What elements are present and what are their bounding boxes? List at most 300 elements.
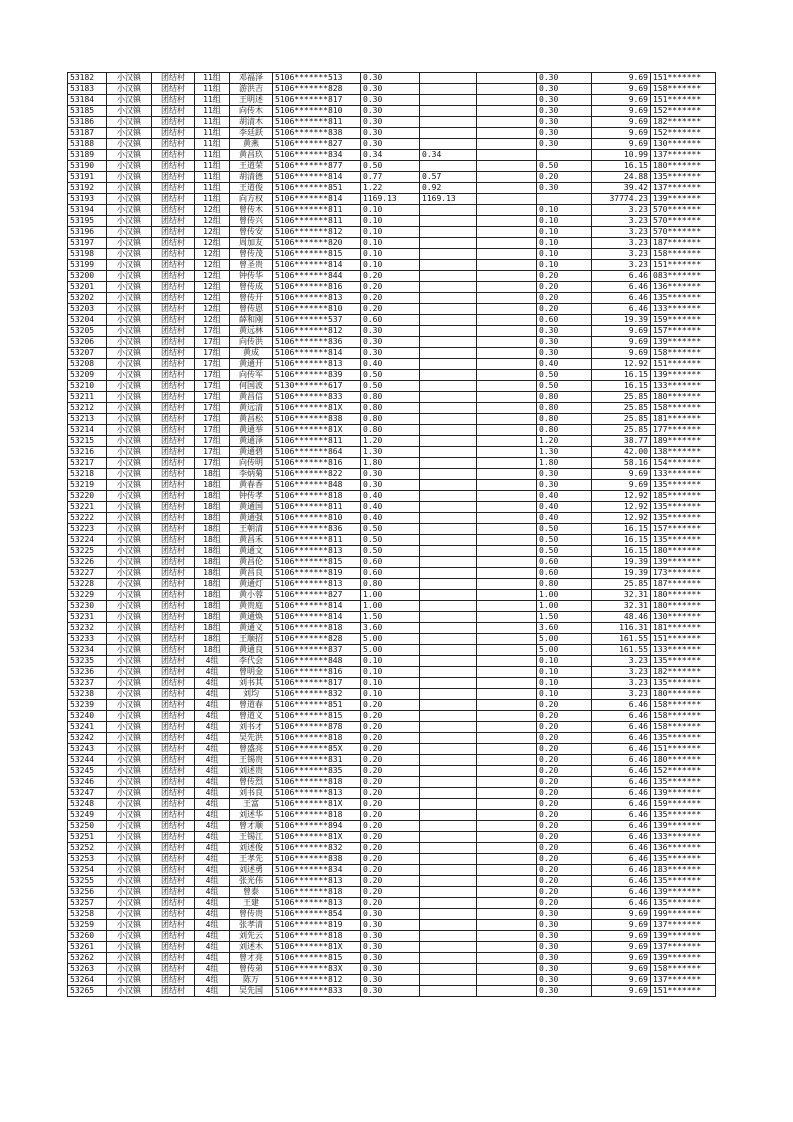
table-cell: 小汉镇 (107, 535, 152, 546)
table-cell: 53242 (68, 733, 107, 744)
table-cell: 曾才顺 (230, 821, 273, 832)
table-cell: 曾传烈 (230, 777, 273, 788)
table-cell: 53199 (68, 260, 107, 271)
table-cell: 0.20 (361, 887, 420, 898)
table-cell: 17组 (195, 458, 230, 469)
table-cell: 53257 (68, 898, 107, 909)
table-cell: 团结村 (152, 216, 195, 227)
table-cell: 5106*******834 (273, 865, 361, 876)
table-cell: 12组 (195, 216, 230, 227)
table-cell: 3.23 (592, 249, 651, 260)
table-cell: 42.00 (592, 447, 651, 458)
table-cell: 团结村 (152, 810, 195, 821)
table-cell: 53189 (68, 150, 107, 161)
table-cell: 0.30 (537, 73, 592, 84)
table-cell: 曾传弟 (230, 964, 273, 975)
table-cell: 小汉镇 (107, 722, 152, 733)
table-cell: 53264 (68, 975, 107, 986)
table-cell: 0.10 (361, 216, 420, 227)
table-cell: 小汉镇 (107, 612, 152, 623)
table-cell: 吴先洪 (230, 733, 273, 744)
table-cell: 小汉镇 (107, 634, 152, 645)
table-cell: 小汉镇 (107, 865, 152, 876)
table-cell: 小汉镇 (107, 326, 152, 337)
table-cell: 5106*******812 (273, 975, 361, 986)
table-cell: 小汉镇 (107, 964, 152, 975)
table-cell: 116.31 (592, 623, 651, 634)
table-cell: 曾道义 (230, 711, 273, 722)
table-cell: 李廷跃 (230, 128, 273, 139)
table-cell (420, 293, 477, 304)
table-cell: 53211 (68, 392, 107, 403)
table-cell: 4组 (195, 964, 230, 975)
table-cell: 0.20 (537, 843, 592, 854)
table-cell: 向传洪 (230, 337, 273, 348)
table-cell: 53252 (68, 843, 107, 854)
table-cell: 11组 (195, 128, 230, 139)
table-cell: 5106*******81X (273, 942, 361, 953)
table-cell (420, 590, 477, 601)
table-cell: 157******* (651, 524, 716, 535)
table-cell: 0.10 (361, 667, 420, 678)
table-cell: 9.69 (592, 348, 651, 359)
table-cell: 小汉镇 (107, 128, 152, 139)
table-cell: 0.34 (420, 150, 477, 161)
table-row (68, 172, 716, 183)
table-cell: 团结村 (152, 678, 195, 689)
table-cell: 5106*******819 (273, 920, 361, 931)
table-row (68, 722, 716, 733)
table-cell: 18组 (195, 535, 230, 546)
table-cell (477, 161, 537, 172)
table-row (68, 227, 716, 238)
table-cell (420, 931, 477, 942)
table-cell: 团结村 (152, 623, 195, 634)
table-cell: 18组 (195, 590, 230, 601)
table-cell: 0.20 (361, 700, 420, 711)
table-cell: 53214 (68, 425, 107, 436)
table-cell: 5106*******814 (273, 260, 361, 271)
table-cell: 154******* (651, 458, 716, 469)
table-cell: 小汉镇 (107, 799, 152, 810)
table-cell: 0.30 (537, 480, 592, 491)
table-cell: 小汉镇 (107, 73, 152, 84)
table-cell: 团结村 (152, 953, 195, 964)
table-cell (477, 931, 537, 942)
table-cell (537, 194, 592, 205)
table-cell: 黄昌玖 (230, 150, 273, 161)
table-cell: 0.40 (361, 502, 420, 513)
table-cell: 小汉镇 (107, 458, 152, 469)
table-cell: 0.30 (361, 942, 420, 953)
table-cell: 王道荣 (230, 161, 273, 172)
table-cell: 9.69 (592, 117, 651, 128)
table-cell: 9.69 (592, 480, 651, 491)
table-cell (420, 832, 477, 843)
table-cell: 小汉镇 (107, 238, 152, 249)
table-cell: 黄远清 (230, 403, 273, 414)
table-cell (420, 975, 477, 986)
table-cell: 黄昌良 (230, 568, 273, 579)
table-cell: 0.20 (361, 711, 420, 722)
table-row (68, 755, 716, 766)
table-cell: 137******* (651, 942, 716, 953)
table-cell: 0.30 (537, 942, 592, 953)
table-row (68, 84, 716, 95)
table-cell: 159******* (651, 315, 716, 326)
table-cell: 0.10 (361, 238, 420, 249)
table-cell: 小汉镇 (107, 887, 152, 898)
table-cell: 0.30 (537, 337, 592, 348)
table-cell: 小汉镇 (107, 942, 152, 953)
table-cell (477, 601, 537, 612)
table-cell: 139******* (651, 788, 716, 799)
table-cell: 钟传华 (230, 271, 273, 282)
table-cell: 小汉镇 (107, 755, 152, 766)
table-cell: 小汉镇 (107, 700, 152, 711)
table-cell: 0.30 (537, 128, 592, 139)
table-cell (477, 799, 537, 810)
table-cell: 19.39 (592, 315, 651, 326)
table-cell: 0.80 (361, 579, 420, 590)
table-cell: 6.46 (592, 733, 651, 744)
table-cell: 小汉镇 (107, 216, 152, 227)
table-cell (477, 645, 537, 656)
table-cell: 11组 (195, 194, 230, 205)
table-cell: 53215 (68, 436, 107, 447)
table-cell (477, 898, 537, 909)
table-row (68, 854, 716, 865)
table-cell: 小汉镇 (107, 953, 152, 964)
table-cell: 曾圣贵 (230, 260, 273, 271)
table-cell: 5106*******818 (273, 810, 361, 821)
table-cell: 0.80 (361, 392, 420, 403)
table-cell: 133******* (651, 832, 716, 843)
table-cell: 0.20 (361, 876, 420, 887)
table-cell (477, 414, 537, 425)
table-cell: 0.20 (537, 832, 592, 843)
table-cell (477, 84, 537, 95)
table-cell: 53256 (68, 887, 107, 898)
table-cell: 17组 (195, 403, 230, 414)
table-cell: 曾传开 (230, 293, 273, 304)
table-cell (477, 953, 537, 964)
table-cell: 小汉镇 (107, 436, 152, 447)
table-cell: 团结村 (152, 909, 195, 920)
table-cell: 团结村 (152, 755, 195, 766)
table-cell: 团结村 (152, 315, 195, 326)
table-cell: 157******* (651, 326, 716, 337)
table-cell: 小汉镇 (107, 898, 152, 909)
table-cell (420, 733, 477, 744)
table-row (68, 821, 716, 832)
table-cell: 团结村 (152, 942, 195, 953)
table-cell (477, 183, 537, 194)
table-cell: 1.00 (537, 590, 592, 601)
table-cell (420, 755, 477, 766)
table-cell: 180******* (651, 546, 716, 557)
table-row (68, 898, 716, 909)
table-cell: 1169.13 (420, 194, 477, 205)
table-cell: 小汉镇 (107, 172, 152, 183)
table-cell: 53229 (68, 590, 107, 601)
table-cell: 王朝清 (230, 524, 273, 535)
table-cell (420, 898, 477, 909)
table-cell: 135******* (651, 810, 716, 821)
table-row (68, 326, 716, 337)
table-cell (477, 260, 537, 271)
table-cell: 0.20 (361, 733, 420, 744)
table-cell: 0.20 (537, 271, 592, 282)
table-cell (420, 524, 477, 535)
table-row (68, 513, 716, 524)
table-cell: 12.92 (592, 491, 651, 502)
table-row (68, 106, 716, 117)
table-cell: 黄通焕 (230, 612, 273, 623)
table-cell (420, 348, 477, 359)
table-row (68, 150, 716, 161)
table-cell: 1169.13 (361, 194, 420, 205)
table-cell: 0.20 (537, 865, 592, 876)
table-cell: 团结村 (152, 480, 195, 491)
table-cell: 6.46 (592, 766, 651, 777)
table-cell: 黄通灯 (230, 579, 273, 590)
table-cell: 0.50 (537, 535, 592, 546)
table-cell (420, 161, 477, 172)
table-cell (477, 172, 537, 183)
table-cell: 11组 (195, 84, 230, 95)
table-cell: 158******* (651, 84, 716, 95)
table-cell (477, 942, 537, 953)
table-cell: 18组 (195, 513, 230, 524)
table-cell: 3.23 (592, 689, 651, 700)
table-cell: 161.55 (592, 634, 651, 645)
table-cell (477, 788, 537, 799)
table-cell (477, 524, 537, 535)
table-cell: 0.40 (537, 513, 592, 524)
table-cell: 58.16 (592, 458, 651, 469)
table-cell: 5.00 (361, 634, 420, 645)
data-table (67, 72, 716, 997)
table-cell: 3.23 (592, 656, 651, 667)
table-cell: 曾盛亮 (230, 744, 273, 755)
table-cell: 王富 (230, 799, 273, 810)
table-cell: 团结村 (152, 359, 195, 370)
table-cell: 5106*******818 (273, 777, 361, 788)
table-cell: 139******* (651, 557, 716, 568)
table-cell: 53262 (68, 953, 107, 964)
table-cell: 16.15 (592, 524, 651, 535)
table-row (68, 381, 716, 392)
table-cell: 53237 (68, 678, 107, 689)
table-cell (477, 392, 537, 403)
table-cell: 张光伟 (230, 876, 273, 887)
table-cell: 139******* (651, 887, 716, 898)
table-cell: 黄通义 (230, 623, 273, 634)
table-cell: 黄通开 (230, 359, 273, 370)
table-cell (420, 634, 477, 645)
table-cell: 1.00 (361, 601, 420, 612)
table-row (68, 986, 716, 997)
table-cell: 小汉镇 (107, 788, 152, 799)
table-cell: 钟传孝 (230, 491, 273, 502)
table-cell: 53187 (68, 128, 107, 139)
table-cell (420, 95, 477, 106)
table-cell: 5106*******877 (273, 161, 361, 172)
table-cell: 黄小蓉 (230, 590, 273, 601)
table-cell: 135******* (651, 293, 716, 304)
table-cell: 53218 (68, 469, 107, 480)
table-cell (477, 722, 537, 733)
table-cell: 0.30 (361, 139, 420, 150)
table-cell: 6.46 (592, 744, 651, 755)
table-cell: 180******* (651, 601, 716, 612)
table-cell: 0.20 (537, 766, 592, 777)
table-cell: 0.30 (361, 920, 420, 931)
table-cell: 137******* (651, 975, 716, 986)
table-cell: 0.50 (361, 161, 420, 172)
table-cell: 曾传木 (230, 205, 273, 216)
table-row (68, 194, 716, 205)
table-cell (420, 381, 477, 392)
table-cell (420, 128, 477, 139)
table-cell (477, 304, 537, 315)
table-row (68, 414, 716, 425)
table-cell: 12组 (195, 260, 230, 271)
table-cell: 16.15 (592, 381, 651, 392)
table-cell: 4组 (195, 799, 230, 810)
table-cell: 小汉镇 (107, 205, 152, 216)
table-cell: 5106*******810 (273, 304, 361, 315)
table-cell: 小汉镇 (107, 711, 152, 722)
table-cell: 9.69 (592, 106, 651, 117)
table-cell (477, 271, 537, 282)
table-cell (420, 909, 477, 920)
table-cell: 53246 (68, 777, 107, 788)
table-cell: 5106*******827 (273, 590, 361, 601)
table-cell: 5106*******835 (273, 766, 361, 777)
table-cell: 0.10 (361, 656, 420, 667)
table-cell: 137******* (651, 150, 716, 161)
table-cell: 139******* (651, 194, 716, 205)
table-row (68, 953, 716, 964)
table-cell: 刘均 (230, 689, 273, 700)
table-cell: 0.20 (537, 755, 592, 766)
table-cell: 9.69 (592, 469, 651, 480)
table-cell (420, 645, 477, 656)
table-cell (420, 920, 477, 931)
table-cell: 小汉镇 (107, 568, 152, 579)
table-cell: 小汉镇 (107, 524, 152, 535)
table-cell: 团结村 (152, 205, 195, 216)
table-cell: 小汉镇 (107, 557, 152, 568)
table-cell: 小汉镇 (107, 194, 152, 205)
table-cell: 5106*******537 (273, 315, 361, 326)
table-cell (477, 436, 537, 447)
table-cell: 11组 (195, 117, 230, 128)
table-cell: 团结村 (152, 854, 195, 865)
table-cell: 5106*******833 (273, 392, 361, 403)
table-cell: 团结村 (152, 469, 195, 480)
table-cell: 5106*******816 (273, 282, 361, 293)
table-cell: 0.20 (361, 799, 420, 810)
table-cell: 小汉镇 (107, 931, 152, 942)
table-cell (420, 766, 477, 777)
table-cell (420, 337, 477, 348)
table-cell: 0.80 (537, 414, 592, 425)
table-cell: 0.50 (537, 381, 592, 392)
table-cell: 小汉镇 (107, 337, 152, 348)
table-cell: 团结村 (152, 700, 195, 711)
table-cell: 18组 (195, 645, 230, 656)
table-cell (420, 810, 477, 821)
table-cell: 53263 (68, 964, 107, 975)
table-cell (477, 293, 537, 304)
table-cell: 5106*******878 (273, 722, 361, 733)
table-cell: 0.30 (537, 84, 592, 95)
table-cell: 53253 (68, 854, 107, 865)
table-cell: 135******* (651, 678, 716, 689)
table-cell: 139******* (651, 931, 716, 942)
table-cell: 0.20 (361, 788, 420, 799)
table-cell: 曾才亮 (230, 953, 273, 964)
table-cell: 0.30 (361, 117, 420, 128)
table-row (68, 612, 716, 623)
table-cell: 5106*******811 (273, 436, 361, 447)
table-cell: 1.20 (361, 436, 420, 447)
table-cell (477, 865, 537, 876)
table-cell: 570******* (651, 216, 716, 227)
table-cell: 团结村 (152, 733, 195, 744)
table-cell: 53192 (68, 183, 107, 194)
table-cell: 黄通举 (230, 425, 273, 436)
table-cell: 0.20 (361, 282, 420, 293)
table-cell: 6.46 (592, 722, 651, 733)
table-cell: 53217 (68, 458, 107, 469)
table-cell: 小汉镇 (107, 909, 152, 920)
table-row (68, 282, 716, 293)
table-cell: 53183 (68, 84, 107, 95)
table-row (68, 392, 716, 403)
table-cell (420, 491, 477, 502)
table-cell (420, 722, 477, 733)
table-cell: 0.80 (537, 403, 592, 414)
table-cell: 6.46 (592, 898, 651, 909)
table-cell (477, 568, 537, 579)
table-cell: 曾明金 (230, 667, 273, 678)
table-cell: 小汉镇 (107, 106, 152, 117)
table-cell: 0.50 (361, 381, 420, 392)
table-cell: 小汉镇 (107, 293, 152, 304)
table-cell (477, 348, 537, 359)
table-cell: 53224 (68, 535, 107, 546)
table-cell: 6.46 (592, 799, 651, 810)
table-row (68, 436, 716, 447)
table-cell (420, 535, 477, 546)
table-cell: 130******* (651, 612, 716, 623)
table-cell: 小汉镇 (107, 678, 152, 689)
table-cell: 团结村 (152, 711, 195, 722)
table-cell (420, 447, 477, 458)
table-cell: 4组 (195, 832, 230, 843)
table-cell: 5106*******814 (273, 612, 361, 623)
table-cell: 5106*******81X (273, 425, 361, 436)
table-cell: 0.30 (361, 469, 420, 480)
table-cell: 182******* (651, 667, 716, 678)
table-row (68, 810, 716, 821)
table-cell (420, 227, 477, 238)
table-cell: 11组 (195, 139, 230, 150)
